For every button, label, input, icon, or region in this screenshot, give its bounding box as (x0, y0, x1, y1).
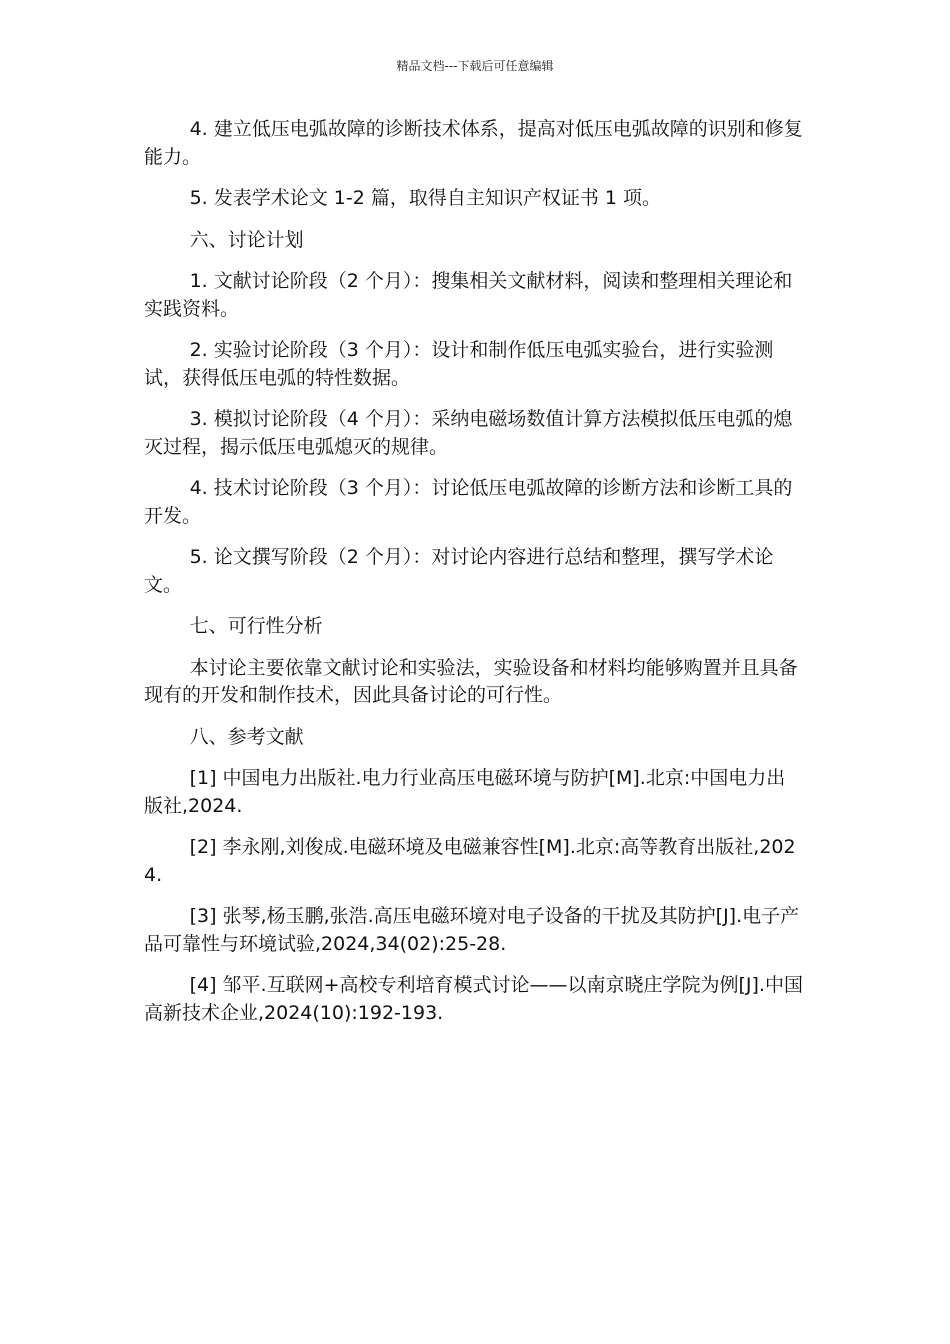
plan-item-5: 5. 论文撰写阶段（2 个月）：对讨论内容进行总结和整理，撰写学术论文。 (144, 546, 774, 596)
reference-3: [3] 张琴,杨玉鹏,张浩.高压电磁环境对电子设备的干扰及其防护[J].电子产品可靠性与环境试验,2024,34(02):25-28. (144, 905, 800, 955)
plan-item-2: 2. 实验讨论阶段（3 个月）：设计和制作低压电弧实验台，进行实验测试，获得低压电弧的特性数据。 (144, 339, 774, 389)
section-heading-plan: 六、讨论计划 (189, 228, 304, 251)
plan-item-4: 4. 技术讨论阶段（3 个月）：讨论低压电弧故障的诊断方法和诊断工具的开发。 (144, 477, 793, 527)
reference-2: [2] 李永刚,刘俊成.电磁环境及电磁兼容性[M].北京:高等教育出版社,2024. (144, 836, 796, 886)
feasibility-paragraph: 本讨论主要依靠文献讨论和实验法，实验设备和材料均能够购置并且具备现有的开发和制作技术，因此具备讨论的可行性。 (144, 656, 798, 706)
plan-item-3: 3. 模拟讨论阶段（4 个月）：采纳电磁场数值计算方法模拟低压电弧的熄灭过程，揭示低压电弧熄灭的规律。 (144, 408, 793, 458)
section-heading-feasibility: 七、可行性分析 (189, 615, 323, 637)
reference-1: [1] 中国电力出版社.电力行业高压电磁环境与防护[M].北京:中国电力出版社,2024. (144, 767, 786, 817)
page-header: 精品文档---下载后可任意编辑 (396, 59, 554, 73)
plan-item-1: 1. 文献讨论阶段（2 个月）：搜集相关文献材料，阅读和整理相关理论和实践资料。 (144, 270, 793, 320)
goal-item-5: 5. 发表学术论文 1-2 篇，取得自主知识产权证书 1 项。 (189, 187, 662, 209)
section-heading-references: 八、参考文献 (189, 725, 304, 748)
goal-item-4: 4. 建立低压电弧故障的诊断技术体系，提高对低压电弧故障的识别和修复能力。 (144, 118, 803, 168)
document-body (144, 116, 804, 1041)
reference-4: [4] 邹平.互联网+高校专利培育模式讨论——以南京晓庄学院为例[J].中国高新技术企业,2024(10):192-193. (144, 974, 803, 1024)
